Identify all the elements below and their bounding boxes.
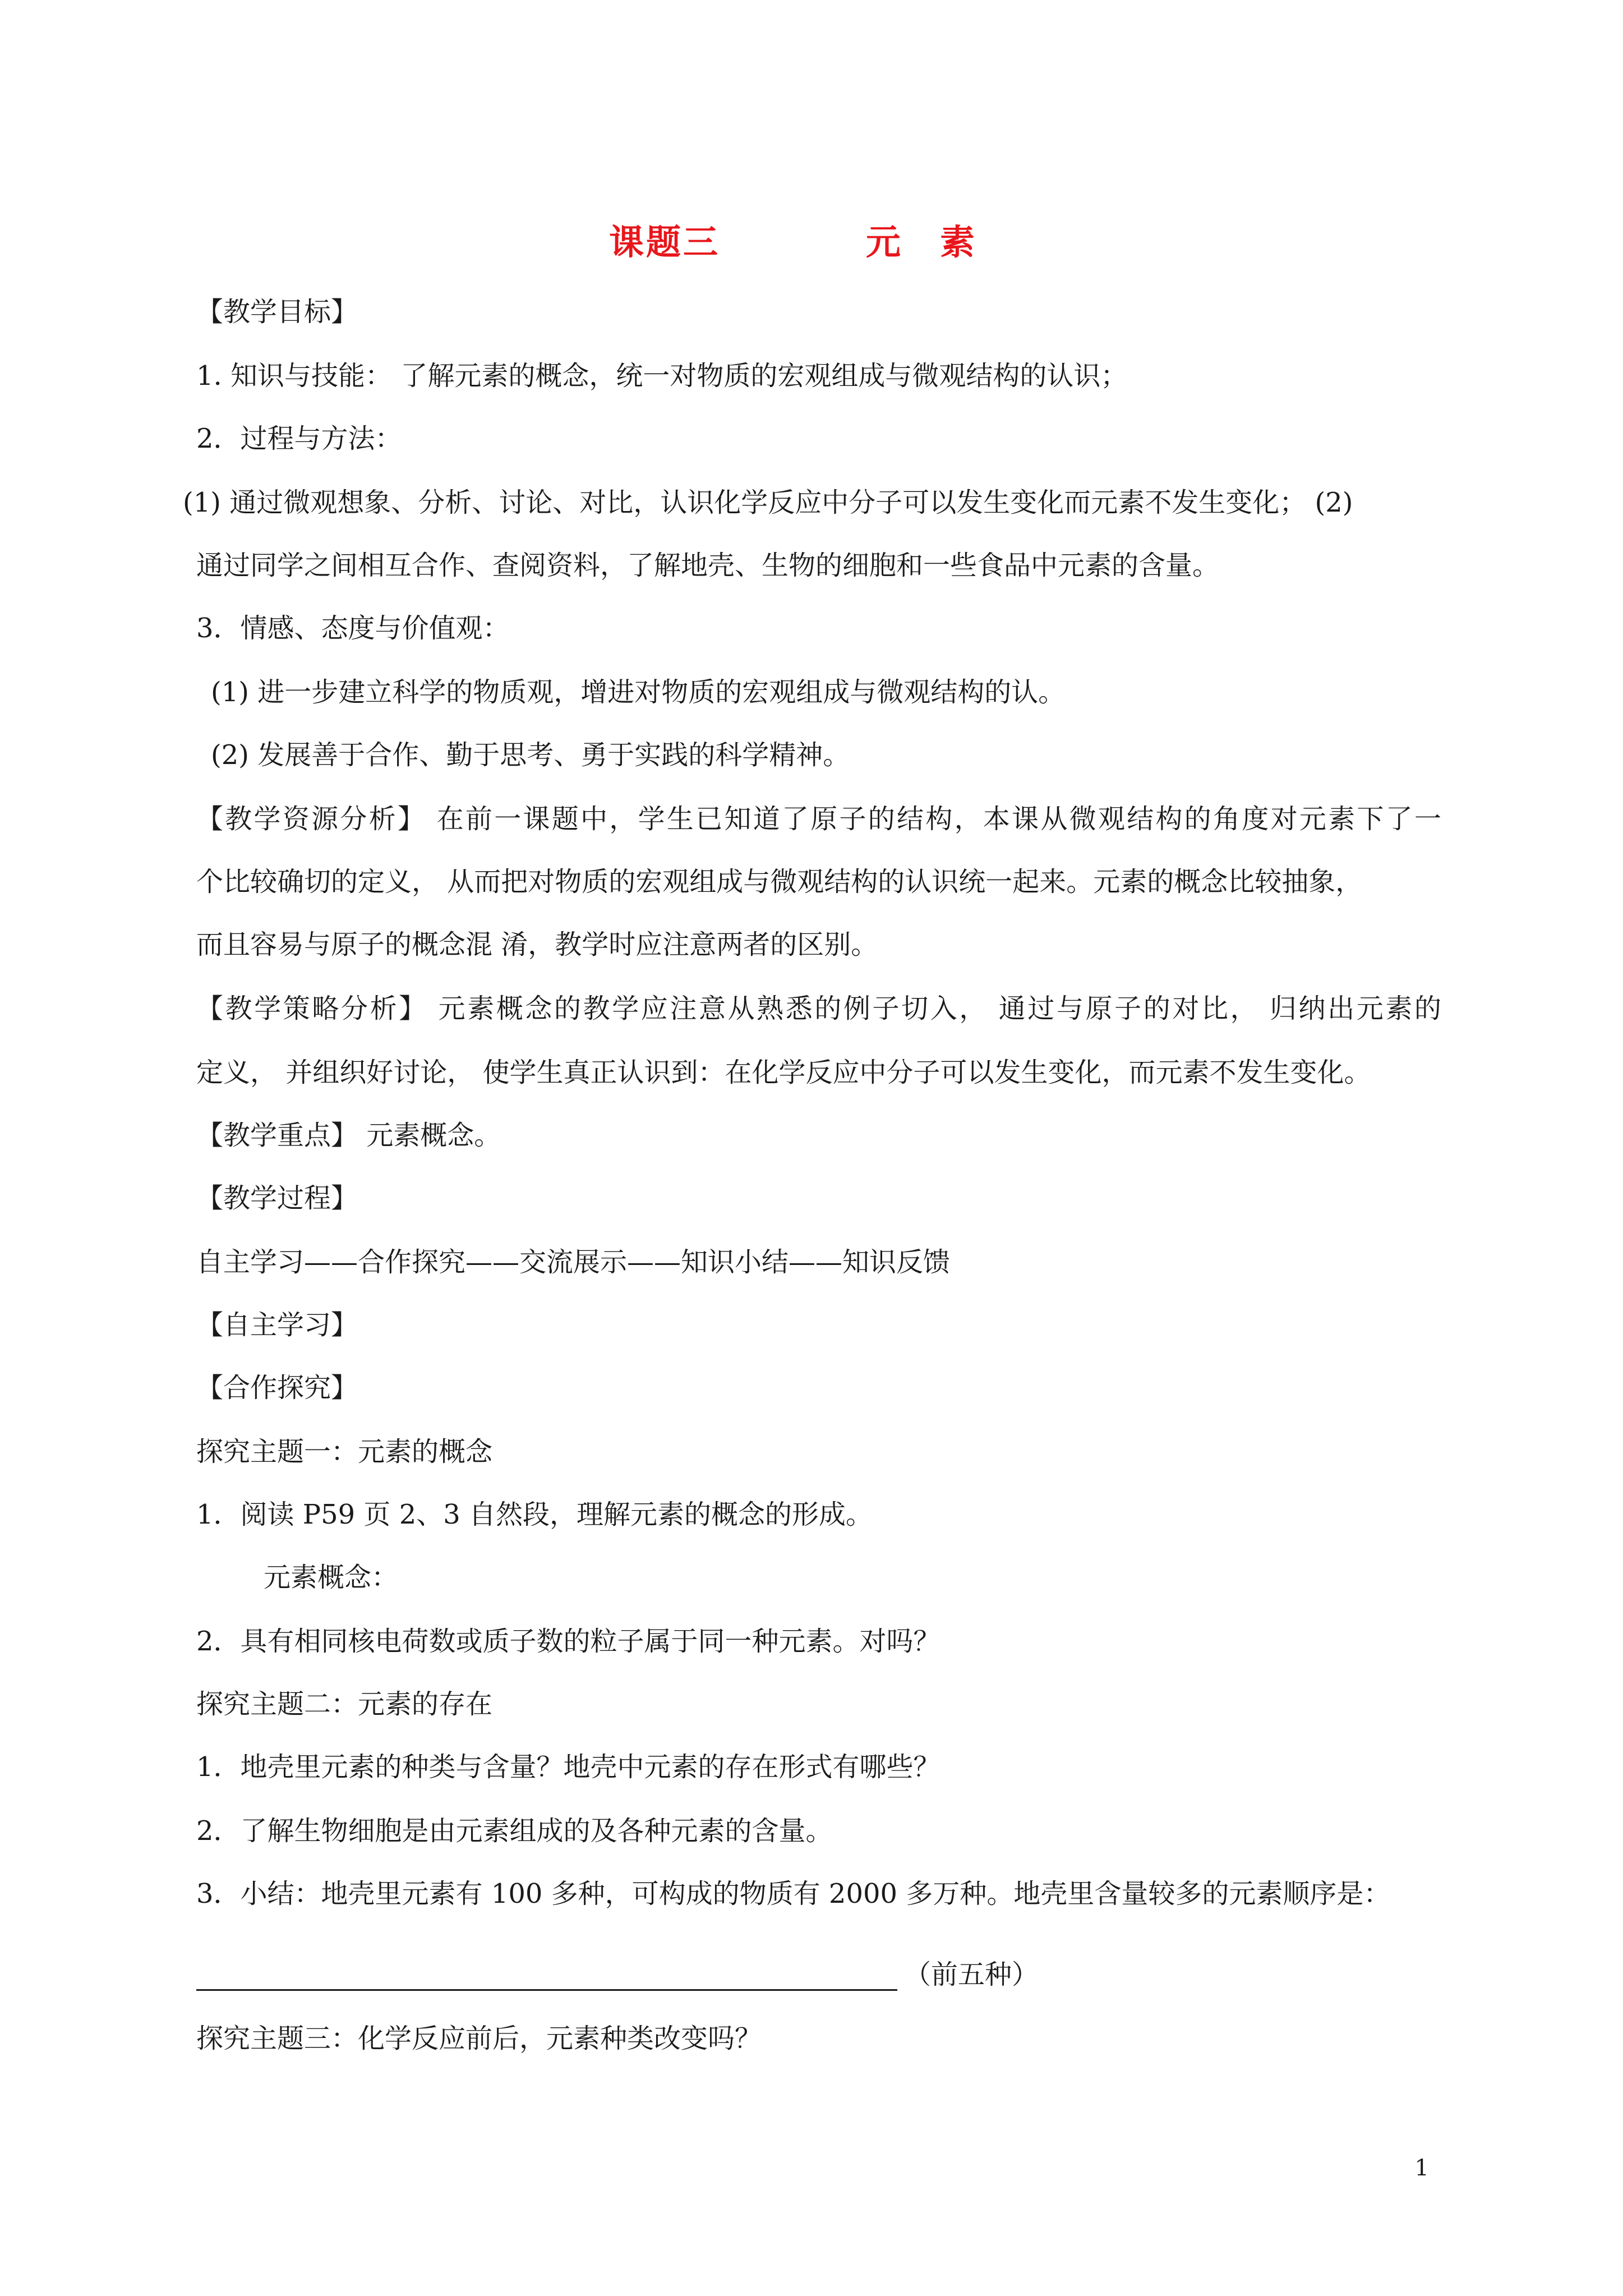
title-sub: 元素 — [866, 222, 1015, 263]
topic-1-item-2: 2．具有相同核电荷数或质子数的粒子属于同一种元素。对吗？ — [196, 1626, 940, 1657]
objective-attitude-item-2: (2) 发展善于合作、勤于思考、勇于实践的科学精神。 — [211, 739, 850, 771]
strategy-analysis-line-1: 【教学策略分析】 元素概念的教学应注意从熟悉的例子切入， 通过与原子的对比， 归纳出元素的 — [196, 993, 1441, 1024]
title-main: 课题三 — [608, 222, 720, 263]
topic-1-heading: 探究主题一：元素的概念 — [196, 1436, 493, 1467]
fill-in-blank-line — [196, 1989, 897, 1991]
section-heading-self-study: 【自主学习】 — [196, 1309, 358, 1341]
topic-1-concept-label: 元素概念： — [264, 1562, 399, 1593]
section-heading-process: 【教学过程】 — [196, 1182, 358, 1214]
strategy-analysis-line-2: 定义， 并组织好讨论， 使学生真正认识到：在化学反应中分子可以发生变化，而元素不发生变化。 — [196, 1057, 1371, 1088]
objective-process-item-2: 通过同学之间相互合作、查阅资料，了解地壳、生物的细胞和一些食品中元素的含量。 — [196, 550, 1220, 581]
objective-knowledge: 1. 知识与技能： 了解元素的概念，统一对物质的宏观组成与微观结构的认识； — [196, 360, 1128, 392]
resource-analysis-line-1: 【教学资源分析】 在前一课题中，学生已知道了原子的结构，本课从微观结构的角度对元素下了一 — [196, 803, 1441, 835]
topic-3-heading: 探究主题三：化学反应前后，元素种类改变吗？ — [196, 2023, 762, 2054]
objective-attitude-heading: 3．情感、态度与价值观： — [196, 613, 510, 644]
section-heading-cooperative: 【合作探究】 — [196, 1372, 358, 1404]
resource-analysis-line-2: 个比较确切的定义， 从而把对物质的宏观组成与微观结构的认识统一起来。元素的概念比较抽象， — [196, 866, 1363, 898]
topic-2-item-1: 1．地壳里元素的种类与含量？地壳中元素的存在形式有哪些？ — [196, 1751, 940, 1783]
page-number: 1 — [1414, 2155, 1429, 2181]
topic-2-item-2: 2．了解生物细胞是由元素组成的及各种元素的含量。 — [196, 1815, 833, 1847]
objective-attitude-item-1: (1) 进一步建立科学的物质观，增进对物质的宏观组成与微观结构的认。 — [211, 677, 1066, 708]
objective-process-heading: 2．过程与方法： — [196, 423, 402, 454]
section-heading-objectives: 【教学目标】 — [196, 296, 358, 328]
fill-in-blank-hint: （前五种） — [904, 1959, 1039, 1990]
topic-2-heading: 探究主题二：元素的存在 — [196, 1688, 493, 1720]
topic-1-item-1: 1．阅读 P59 页 2、3 自然段，理解元素的概念的形成。 — [196, 1499, 873, 1530]
page-title — [0, 214, 1623, 264]
process-flow: 自主学习——合作探究——交流展示——知识小结——知识反馈 — [196, 1246, 951, 1278]
key-point: 【教学重点】 元素概念。 — [196, 1120, 501, 1151]
resource-analysis-line-3: 而且容易与原子的概念混 淆，教学时应注意两者的区别。 — [196, 929, 878, 960]
objective-process-item-1: (1) 通过微观想象、分析、讨论、对比，认识化学反应中分子可以发生变化而元素不发生变化； (2) — [183, 487, 1353, 518]
topic-2-summary: 3．小结：地壳里元素有 100 多种，可构成的物质有 2000 多万种。地壳里含量较多的元素顺序是： — [196, 1878, 1391, 1910]
